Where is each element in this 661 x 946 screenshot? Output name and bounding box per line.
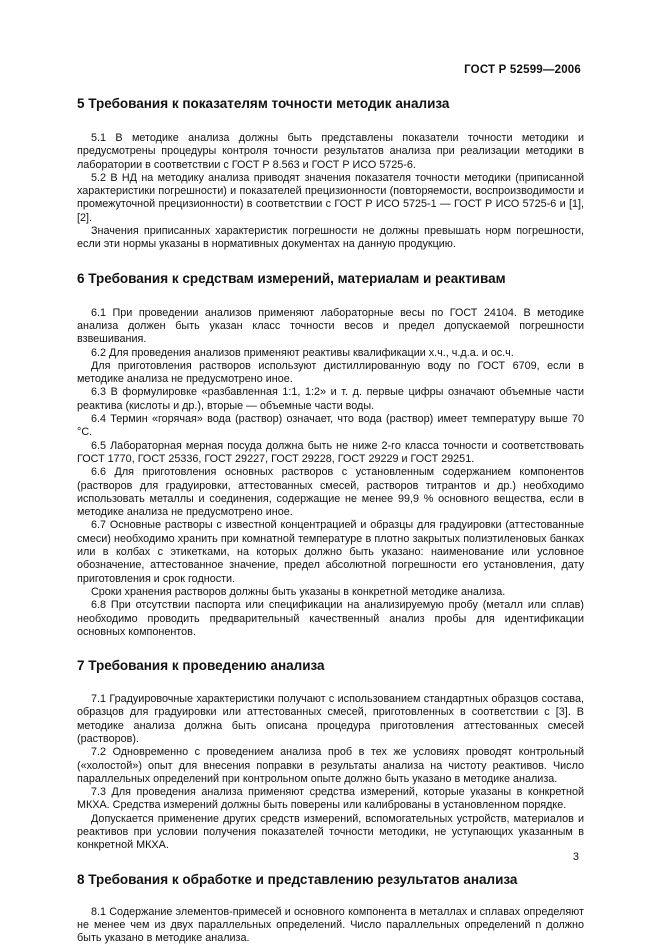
- paragraph-7-2: 7.2 Одновременно с проведением анализа проб в тех же условиях проводят контрольный («холостой») опыт для внесения поправки в результаты анализа на чистоту реактивов. Число параллельных определений при контрольном опыте должно быть указано в методике анализа.: [77, 746, 584, 785]
- paragraph-6-1: 6.1 При проведении анализов применяют лабораторные весы по ГОСТ 24104. В методике анализа должен быть указан класс точности весов и предел допускаемой погрешности взвешивания.: [77, 306, 584, 346]
- paragraph-6-6: 6.6 Для приготовления основных растворов с установленным содержанием компонентов (растворов для градуировки, аттестованных смесей, растворов титрантов и др.) необходимо использовать металлы и соединения, содержащие не менее 99,9 % основного вещества, если в методике анализа не предусмотрено иное.: [77, 466, 584, 519]
- section-8-title: 8 Требования к обработке и представлению результатов анализа: [77, 871, 518, 887]
- paragraph-8-1: 8.1 Содержание элементов-примесей и основного компонента в металлах и сплавах определяют не менее чем из двух параллельных определений. Число параллельных определений n должно быть указано в методике анализа.: [77, 905, 584, 945]
- paragraph-6-7-storage: Сроки хранения растворов должны быть указаны в конкретной методике анализа.: [91, 585, 506, 598]
- paragraph-6-4: 6.4 Термин «горячая» вода (раствор) означает, что вода (раствор) имеет температуру выше 70 °С.: [77, 413, 584, 439]
- paragraph-5-2: 5.2 В НД на методику анализа приводят значения показателя точности методики (приписанной характеристики погрешности) и показателей прецизионности (повторяемости, воспроизводимости и промежуточной прецизионности) в соответствии с ГОСТ Р ИСО 5725-1 — ГОСТ Р ИСО 5725-6 и [1], [2].: [77, 171, 584, 224]
- paragraph-7-3-note: Допускается применение других средств измерений, вспомогательных устройств, материалов и реактивов при условии получения показателей точности методики, не уступающих указанным в конкретной МКХА.: [77, 812, 584, 852]
- paragraph-6-5: 6.5 Лабораторная мерная посуда должна быть не ниже 2-го класса точности и соответствовать ГОСТ 1770, ГОСТ 25336, ГОСТ 29227, ГОСТ 29228, ГОСТ 29229 и ГОСТ 29251.: [77, 439, 584, 465]
- paragraph-5-1: 5.1 В методике анализа должны быть представлены показатели точности методики и предусмотрены процедуры контроля точности результатов анализа при реализации методики в лаборатории в соответствии с ГОСТ Р 8.563 и ГОСТ Р ИСО 5725-6.: [77, 132, 584, 171]
- section-6: [77, 270, 584, 639]
- document-header: ГОСТ Р 52599—2006: [464, 64, 581, 76]
- document-body: [77, 92, 584, 946]
- section-7-title: 7 Требования к проведению анализа: [77, 658, 325, 674]
- section-6-title: 6 Требования к средствам измерений, материалам и реактивам: [77, 270, 506, 286]
- section-8: [77, 871, 584, 946]
- section-8-text: [77, 906, 584, 946]
- paragraph-6-8: 6.8 При отсутствии паспорта или спецификации на анализируемую пробу (металл или сплав) необходимо проводить предварительный качественный анализ пробы для идентификации основных компонентов.: [77, 599, 584, 638]
- paragraph-6-3: 6.3 В формулировке «разбавленная 1:1, 1:2» и т. д. первые цифры означают объемные части реактива (кислоты и др.), вторые — объемные части воды.: [77, 386, 584, 412]
- section-6-text: [77, 307, 584, 639]
- section-5: [77, 95, 584, 252]
- section-7-text: [77, 693, 584, 853]
- paragraph-7-1: 7.1 Градуировочные характеристики получают с использованием стандартных образцов состава, образцов для градуировки или аттестованных смесей, приготовленных в соответствии с [3]. В методике анализа должна быть описана процедура приготовления аттестованных смесей (растворов).: [77, 693, 584, 745]
- paragraph-6-2: 6.2 Для проведения анализов применяют реактивы квалификации х.ч., ч.д.а. и ос.ч.: [91, 346, 514, 359]
- paragraph-6-7: 6.7 Основные растворы с известной концентрацией и образцы для градуировки (аттестованные смеси) необходимо хранить при комнатной температуре в плотно закрытых полиэтиленовых банках или в колбах с этикетками, на которых должно быть указано: наименование или условное обозначение, аттестованное значение, предел абсолютной погрешности его установления, дату приготовления и срок годности.: [77, 519, 584, 585]
- section-7: [77, 657, 584, 853]
- paragraph-7-3: 7.3 Для проведения анализа применяют средства измерений, которые указаны в конкретной МКХА. Средства измерений должны быть поверены или калиброваны в установленном порядке.: [77, 786, 584, 812]
- paragraph-6-2-water: Для приготовления растворов используют дистиллированную воду по ГОСТ 6709, если в методике анализа не предусмотрено иное.: [77, 359, 584, 386]
- section-5-text: [77, 132, 584, 252]
- section-5-title: 5 Требования к показателям точности методик анализа: [77, 96, 450, 111]
- paragraph-5-2-note: Значения приписанных характеристик погрешности не должны превышать норм погрешности, если эти нормы указаны в нормативных документах на данную продукцию.: [77, 225, 584, 251]
- page-number: 3: [572, 851, 579, 863]
